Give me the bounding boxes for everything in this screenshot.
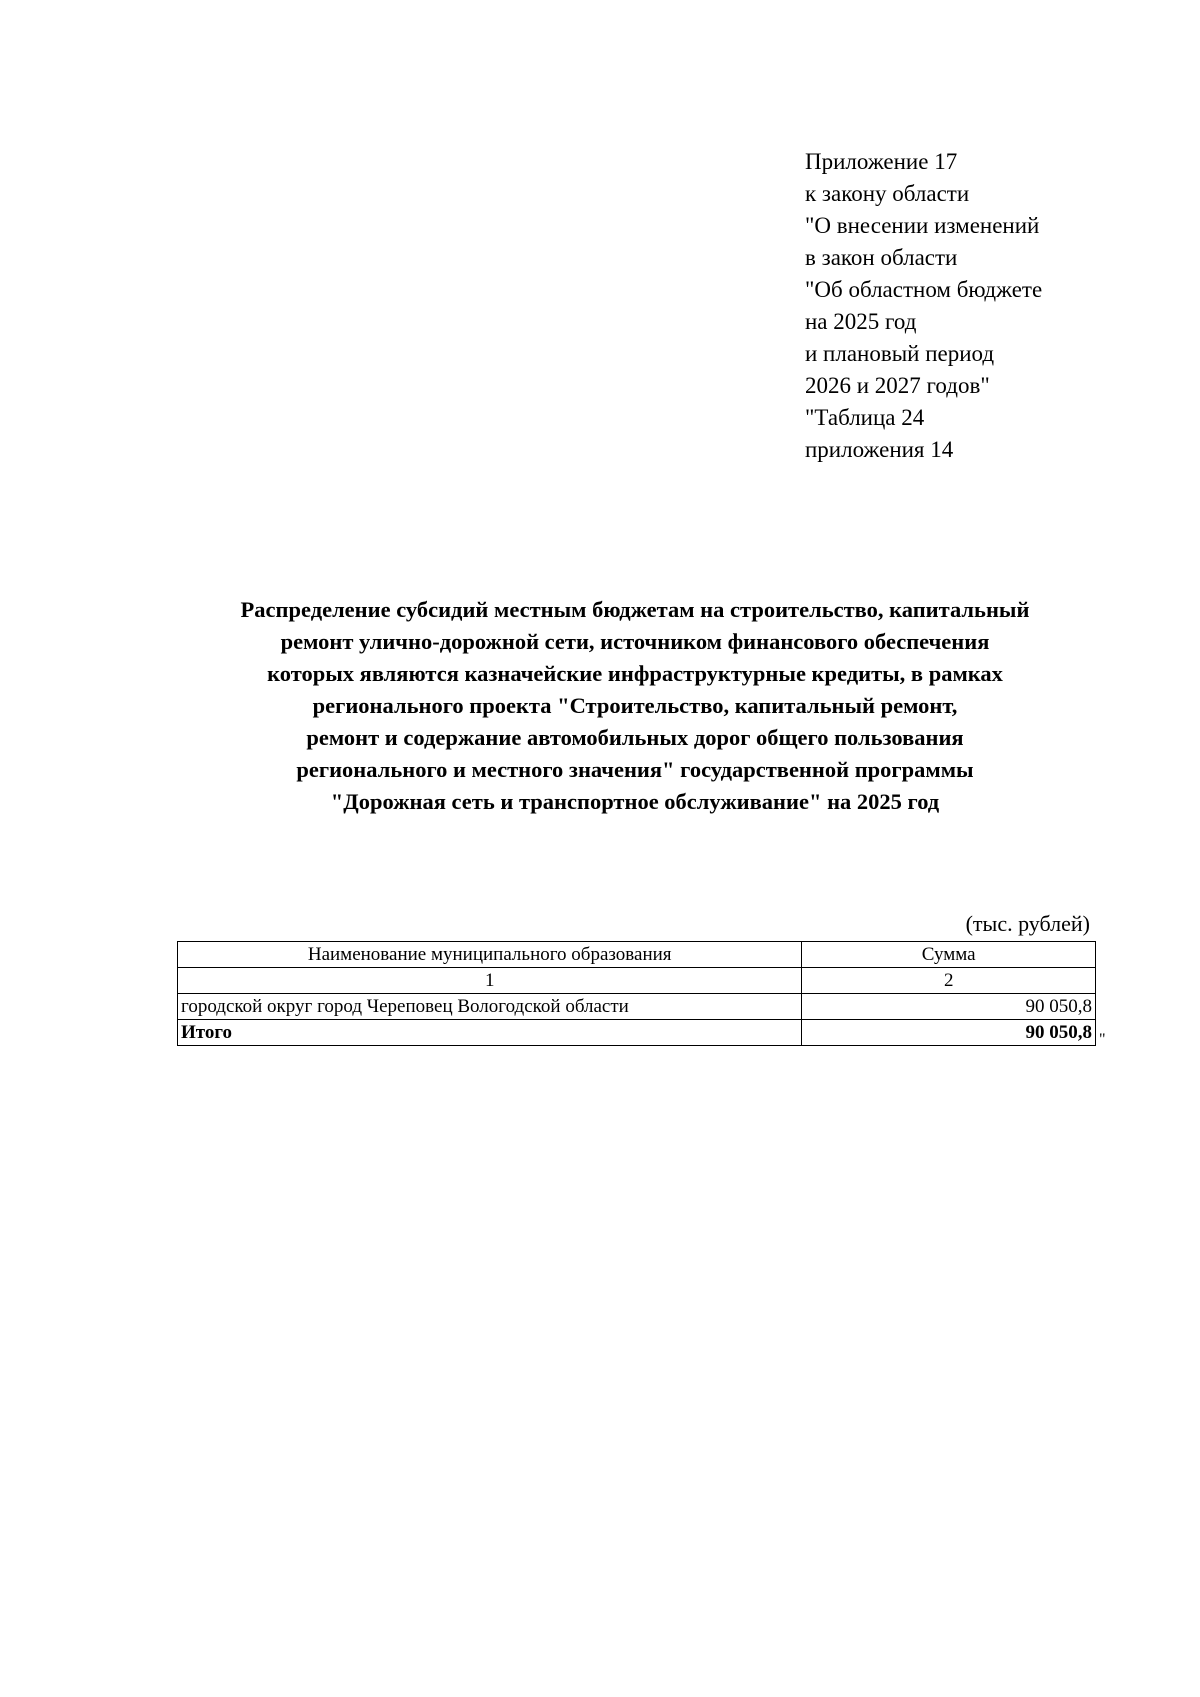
appendix-note: [805, 146, 1042, 466]
appendix-line: "О внесении изменений: [805, 213, 1040, 238]
appendix-line: в закон области: [805, 245, 958, 270]
appendix-line: приложения 14: [805, 437, 954, 462]
closing-quote: ": [1099, 1031, 1106, 1048]
appendix-line: 2026 и 2027 годов": [805, 373, 990, 398]
subsidy-table: [177, 941, 1096, 1046]
units-label: (тыс. рублей): [965, 911, 1090, 936]
title-line: Распределение субсидий местным бюджетам на строительство, капитальный: [240, 597, 1030, 622]
table-total-row: [178, 1020, 1096, 1046]
header-cell-sum: Сумма: [802, 942, 1096, 968]
appendix-line: "Таблица 24: [805, 405, 925, 430]
title-line: регионального проекта "Строительство, капитальный ремонт,: [312, 693, 958, 718]
title-line: ремонт и содержание автомобильных дорог общего пользования: [306, 725, 964, 750]
title-line: регионального и местного значения" государственной программы: [296, 757, 974, 782]
appendix-line: "Об областном бюджете: [805, 277, 1043, 302]
header-cell-name: Наименование муниципального образования: [178, 942, 802, 968]
total-name-cell: Итого: [178, 1020, 802, 1046]
column-number-cell: 1: [178, 968, 802, 994]
table-header-row: [178, 942, 1096, 968]
title-line: ремонт улично-дорожной сети, источником финансового обеспечения: [280, 629, 990, 654]
title-line: "Дорожная сеть и транспортное обслуживание" на 2025 год: [330, 789, 940, 814]
row-name-cell: городской округ город Череповец Вологодской области: [178, 994, 802, 1020]
appendix-line: и плановый период: [805, 341, 995, 366]
appendix-line: на 2025 год: [805, 309, 917, 334]
document-title: [150, 594, 1120, 818]
appendix-line: к закону области: [805, 181, 970, 206]
row-sum-cell: 90 050,8: [802, 994, 1096, 1020]
column-number-cell: 2: [802, 968, 1096, 994]
title-line: которых являются казначейские инфраструктурные кредиты, в рамках: [267, 661, 1003, 686]
appendix-line: Приложение 17: [805, 149, 958, 174]
total-sum-cell: 90 050,8: [802, 1020, 1096, 1046]
table-row: [178, 994, 1096, 1020]
table-column-number-row: [178, 968, 1096, 994]
